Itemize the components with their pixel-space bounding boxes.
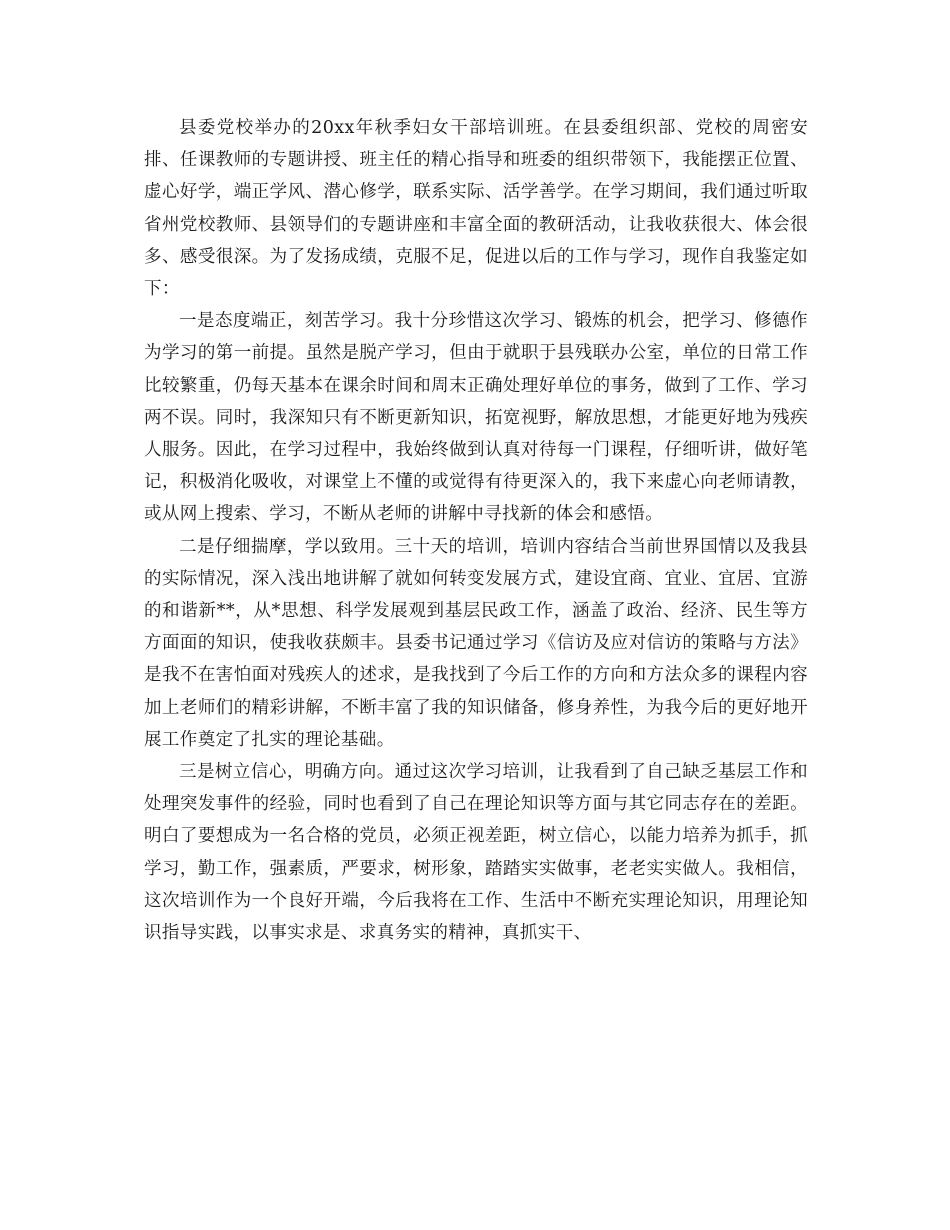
document-body (144, 112, 808, 949)
paragraph-intro: 县委党校举办的20xx年秋季妇女干部培训班。在县委组织部、党校的周密安排、任课教师的专题讲授、班主任的精心指导和班委的组织带领下，我能摆正位置、虚心好学，端正学风、潜心修学，联系实际、活学善学。在学习期间，我们通过听取省州党校教师、县领导们的专题讲座和丰富全面的教研活动，让我收获很大、体会很多、感受很深。为了发扬成绩，克服不足，促进以后的工作与学习，现作自我鉴定如下： (144, 118, 808, 300)
paragraph-confidence: 三是树立信心，明确方向。通过这次学习培训，让我看到了自己缺乏基层工作和处理突发事件的经验，同时也看到了自己在理论知识等方面与其它同志存在的差距。明白了要想成为一名合格的党员，必须正视差距，树立信心，以能力培养为抓手，抓学习，勤工作，强素质，严要求，树形象，踏踏实实做事，老老实实做人。我相信，这次培训作为一个良好开端，今后我将在工作、生活中不断充实理论知识，用理论知识指导实践，以事实求是、求真务实的精神，真抓实干、 (144, 762, 808, 944)
paragraph-application: 二是仔细揣摩，学以致用。三十天的培训，培训内容结合当前世界国情以及我县的实际情况，深入浅出地讲解了就如何转变发展方式，建设宜商、宜业、宜居、宜游的和谐新**，从*思想、科学发展观到基层民政工作，涵盖了政治、经济、民生等方方面面的知识，使我收获颇丰。县委书记通过学习《信访及应对信访的策略与方法》是我不在害怕面对残疾人的述求，是我找到了今后工作的方向和方法众多的课程内容加上老师们的精彩讲解，不断丰富了我的知识储备，修身养性，为我今后的更好地开展工作奠定了扎实的理论基础。 (144, 536, 808, 750)
paragraph-attitude: 一是态度端正，刻苦学习。我十分珍惜这次学习、锻炼的机会，把学习、修德作为学习的第一前提。虽然是脱产学习，但由于就职于县残联办公室，单位的日常工作比较繁重，仍每天基本在课余时间和周末正确处理好单位的事务，做到了工作、学习两不误。同时，我深知只有不断更新知识，拓宽视野，解放思想，才能更好地为残疾人服务。因此，在学习过程中，我始终做到认真对待每一门课程，仔细听讲，做好笔记，积极消化吸收，对课堂上不懂的或觉得有待更深入的，我下来虚心向老师请教，或从网上搜索、学习，不断从老师的讲解中寻找新的体会和感悟。 (144, 311, 808, 525)
